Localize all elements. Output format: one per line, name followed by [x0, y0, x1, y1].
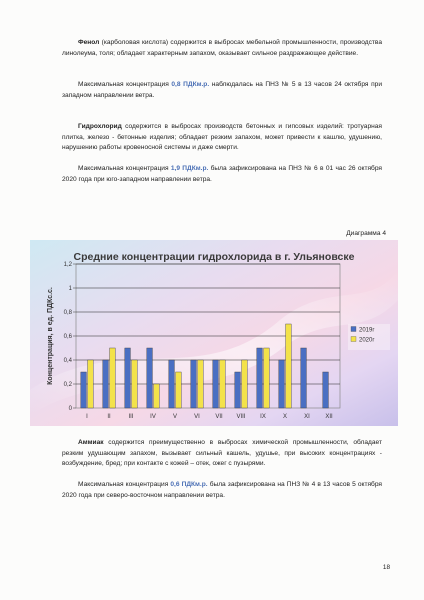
y-tick-label: 0,6 [63, 334, 72, 341]
chart-title: Средние концентрации гидрохлорида в г. Ульяновске [73, 251, 355, 263]
bar-series2-II [110, 348, 116, 408]
bar-series1-I [81, 372, 87, 408]
y-tick-label: 0,8 [63, 310, 72, 317]
y-tick-label: 0,4 [63, 358, 72, 365]
x-tick-label: I [86, 414, 88, 420]
legend-swatch [351, 337, 356, 342]
paragraph-hydrochloride [62, 122, 382, 154]
bar-series1-VI [191, 360, 197, 408]
bar-series2-VI [198, 360, 204, 408]
paragraph-hydrochloride-max [62, 164, 382, 185]
paragraph-ammonia-text: содержится преимущественно в выбросах химической промышленности, обладает резким удушающим запахом, вызывает сильный кашель, удушье, при высоких концентрациях - возбуждение, бред; при контакте с кожей – отек, ожег с пузырями. [62, 439, 382, 468]
bar-series2-VIII [242, 360, 248, 408]
paragraph-ammonia-max-before: Максимальная концентрация [78, 481, 171, 488]
bar-series2-III [132, 360, 138, 408]
paragraph-phenol-text: (карболовая кислота) содержится в выбросах мебельной промышленности, производства линолеума, толя; обладает характерным запахом, оказывает сильное раздражающее действие. [62, 39, 382, 57]
bar-series1-IV [147, 348, 153, 408]
y-axis-title: Концентрация, в ед. ПДКс.с. [47, 287, 54, 385]
paragraph-phenol [62, 38, 382, 59]
paragraph-hydrochloride-max-after: была зафиксирована на ПНЗ № 6 в 01 час 26 октября 2020 года при юго-западном направлении ветра. [62, 165, 382, 183]
y-tick-label: 0,2 [63, 382, 72, 389]
bar-series1-V [169, 360, 175, 408]
x-tick-label: VI [194, 414, 200, 420]
paragraph-ammonia-max [62, 480, 382, 501]
x-tick-label: III [128, 414, 134, 420]
y-tick-label: 0 [68, 406, 72, 413]
bar-series2-V [176, 372, 182, 408]
ammonia-max-value: 0,6 ПДКм.р. [170, 481, 208, 488]
y-tick-label: 1,2 [63, 262, 72, 269]
paragraph-ammonia [62, 438, 382, 470]
chart [30, 240, 398, 426]
term-hydrochloride: Гидрохлорид [78, 123, 122, 130]
term-ammonia: Аммиак [78, 439, 104, 446]
chart-svg [30, 240, 398, 426]
bar-series2-I [88, 360, 94, 408]
x-tick-label: IV [150, 414, 156, 420]
x-tick-label: II [107, 414, 111, 420]
bar-series2-IX [264, 348, 270, 408]
bar-series1-X [279, 360, 285, 408]
legend-swatch [351, 327, 356, 332]
x-tick-label: XII [325, 414, 333, 420]
x-tick-label: IX [260, 414, 266, 420]
bar-series1-III [125, 348, 131, 408]
y-tick-label: 1 [68, 286, 72, 293]
bar-series1-II [103, 360, 109, 408]
paragraph-hydrochloride-text: содержится в выбросах производств бетонных и гипсовых изделий: тротуарная плитка, железо - бетонные изделия; обладает резким запахом, может привести к кашлю, удушению, нарушению работы кровеносной системы и даже смерти. [62, 123, 382, 152]
bar-series1-XII [323, 372, 329, 408]
x-tick-label: X [282, 414, 288, 420]
paragraph-ammonia-max-after: была зафиксирована на ПНЗ № 4 в 13 часов 5 октября 2020 года при северо-восточном направлении ветра. [62, 481, 382, 499]
paragraph-phenol-max [62, 80, 382, 101]
bar-series2-X [286, 324, 292, 408]
bar-series1-VII [213, 360, 219, 408]
bar-series2-VII [220, 360, 226, 408]
x-tick-label: XI [304, 414, 310, 420]
x-tick-label: V [172, 414, 178, 420]
bar-series1-IX [257, 348, 263, 408]
paragraph-hydrochloride-max-before: Максимальная концентрация [78, 165, 171, 172]
hydrochloride-max-value: 1,9 ПДКм.р. [170, 165, 209, 172]
x-tick-label: VIII [236, 414, 246, 420]
paragraph-phenol-max-before: Максимальная концентрация [78, 81, 172, 88]
phenol-max-value: 0,8 ПДКм.р. [171, 81, 210, 88]
x-tick-label: VII [215, 414, 223, 420]
legend-label: 2019г [359, 327, 375, 334]
term-phenol: Фенол [78, 39, 100, 46]
paragraph-phenol-max-after: наблюдалась на ПНЗ № 5 в 13 часов 24 октября при западном направлении ветра. [62, 81, 382, 99]
diagram-label: Диаграмма 4 [346, 230, 386, 237]
page-number: 18 [382, 564, 390, 571]
legend-label: 2020г [359, 337, 375, 344]
bar-series1-VIII [235, 372, 241, 408]
bar-series2-IV [154, 384, 160, 408]
bar-series1-XI [301, 348, 307, 408]
